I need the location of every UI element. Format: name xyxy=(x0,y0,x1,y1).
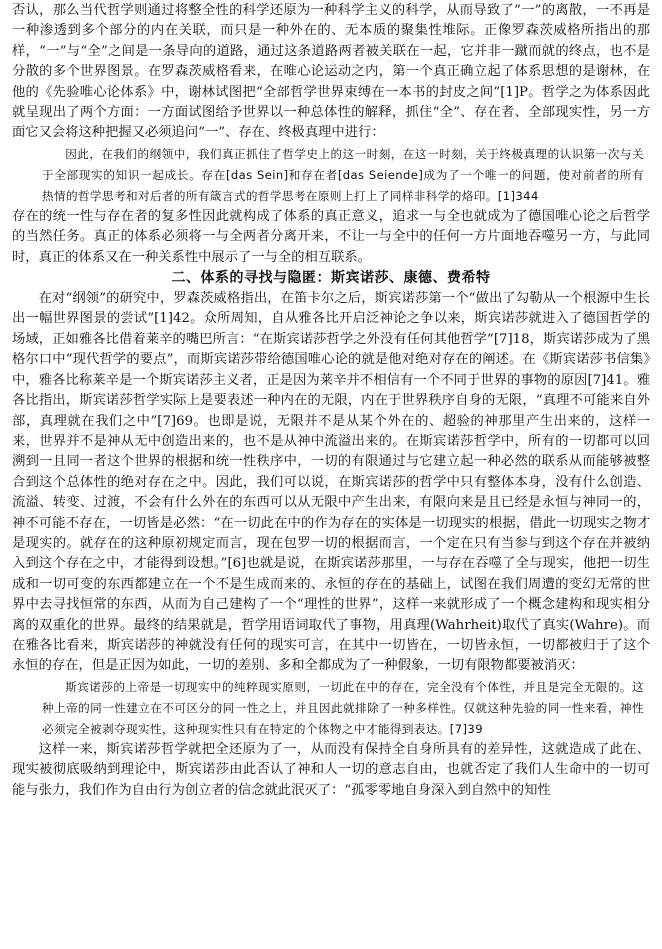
paragraph-4: 这样一来，斯宾诺莎哲学就把全还原为了一，从而没有保持全自身所具有的差异性，这就造成了此在、现实被彻底吸纳到理论中，斯宾诺莎由此否认了神和人一切的意志自由，也就否定了我们人生命中的一切可能与张力，我们作为自由行为创立者的信念就此泯灭了：“孤零零地自身深入到自然中的知性 xyxy=(12,741,650,798)
paragraph-2: 存在的统一性与存在者的复多性因此就构成了体系的真正意义，追求一与全也就成为了德国唯心论之后哲学的当然任务。真正的体系必须将一与全两者分离开来，不让一与全中的任何一方片面地吞噬另一方，与此同时，真正的体系又在一种关系性中展示了一与全的相互联系。 xyxy=(12,208,650,265)
block-quote-1: 因此，在我们的纲领中，我们真正抓住了哲学史上的这一时刻，在这一时刻，关于终极真理的认识第一次与关于全部现实的知识一起成长。存在[das Sein]和存在者[das Seiende]成为了一个唯一的问题，使对前者的所有热情的哲学思考和对后者的所有箴言式的哲学思考在原则上打上了同样非科学的烙印。[1]344 xyxy=(42,146,644,203)
paragraph-3: 在对“纲领”的研究中，罗森茨威格指出，在笛卡尔之后，斯宾诺莎第一个“做出了勾勒从一个根源中生长出一幅世界图景的尝试”[1]42。众所周知，自从雅各比开启泛神论之争以来，斯宾诺莎就进入了德国哲学的场域，正如雅各比借着莱辛的嘴巴所言：“在斯宾诺莎哲学之外没有任何其他哲学”[7]18，斯宾诺莎成为了黑格尔口中“现代哲学的要点”，而斯宾诺莎带给德国唯心论的就是他对绝对存在的阐述。在《斯宾诺莎书信集》中，雅各比称莱辛是一个斯宾诺莎主义者，正是因为莱辛并不相信有一个不同于世界的事物的原因[7]41。雅各比指出，斯宾诺莎哲学实际上是要表述一种内在的无限，内在于世界秩序自身的无限，“真理不可能来自外部，真理就在我们之中”[7]69。也即是说，无限并不是从某个外在的、超验的神那里产生出来的，这样一来，世界并不是神从无中创造出来的，也不是从神中流溢出来的。在斯宾诺莎哲学中，所有的一切都可以回溯到一且同一者这个世界的根据和统一性秩序中，一切的有限通过与它建立起一种必然的联系从而能够被整合到这个总体性的绝对存在之中。因此，我们可以说，在斯宾诺莎的哲学中只有整体本身，没有什么创造、流溢、转变、过渡，不会有什么外在的东西可以从无限中产生出来，有限向来是且已经是永恒与神同一的，神不可能不存在，一切皆是必然：“在一切此在中的作为存在的实体是一切现实的根据，借此一切现实之物才是现实的。就存在的这种原初规定而言，现在包罗一切的根据而言，一个定在只有当参与到这个存在并被纳入到这个存在之中，才能得到设想。”[6]也就是说，在斯宾诺莎那里，一与存在吞噬了全与现实，他把一切生成和一切可变的东西都建立在一个不是生成而来的、永恒的存在的基础上，试图在我们周遭的变幻无常的世界中去寻找恒常的东西，从而为自己建构了一个“理性的世界”，这样一来就形成了一个概念建构和现实相分离的双重化的世界。最终的结果就是，哲学用语词取代了事物，用真理(Wahrheit)取代了真实(Wahre)。而在雅各比看来，斯宾诺莎的神就没有任何的现实可言，在其中一切皆在，一切皆永恒，一切都被归于了这个永恒的存在，但是正因为如此，一切的差别、多和全都成为了一种假象，一切有限物都要被消灭： xyxy=(12,291,650,674)
watermark: ░░░ xyxy=(283,15,398,108)
paragraph-1: 否认，那么当代哲学则通过将整全性的科学还原为一种科学主义的科学，从而导致了“一”的离散，一不再是一种渗透到多个部分的内在关联，而只是一种外在的、无本质的聚集性堆际。正像罗森茨威格所指出的那样，“一”与“全”之间是一条导向的道路，通过这条道路两者被关联在一起，它并非一蹴而就的终点，也不是分散的多个世界图景。在罗森茨威格看来，在唯心论运动之内，第一个真正确立起了体系思想的是谢林，在他的《先验唯心论体系》中，谢林试图把“全部哲学世界束缚在一本书的封皮之间”[1]P。哲学之为体系因此就呈现出了两个方面：一方面试图给予世界以一种总体性的解释，抓住“全”、存在者、全部现实性，另一方面它又会将这种把握又必须追问“一”、存在、终极真理中进行： xyxy=(12,3,650,141)
block-quote-2: 斯宾诺莎的上帝是一切现实中的纯粹现实原则，一切此在中的存在，完全没有个体性，并且是完全无限的。这种上帝的同一性建立在不可区分的同一性之上，并且因此就排除了一种多样性。仅就这种先验的同一性来看，神性必须完全被剥夺现实性，这种现实性只有在特定的个体物之中才能得到表达。[7]39 xyxy=(42,679,644,736)
section-heading: 二、体系的寻找与隐匿：斯宾诺莎、康德、费希特 xyxy=(171,270,491,287)
